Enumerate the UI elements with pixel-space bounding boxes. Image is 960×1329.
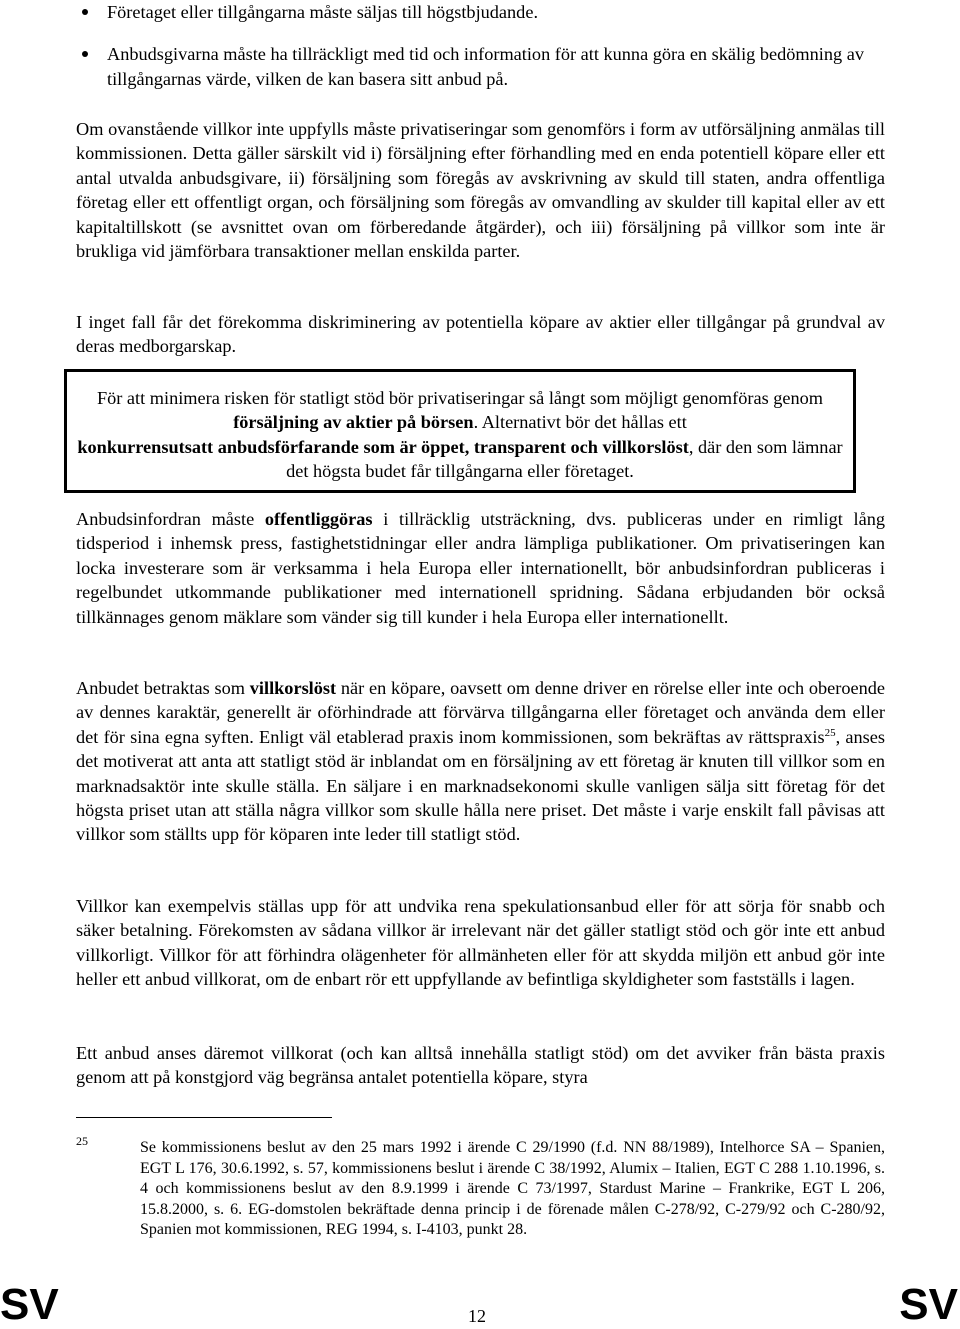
list-item [76,0,888,24]
paragraph-unconditional: Anbudet betraktas som villkorslöst när en köpare, oavsett om denne driver en rörelse eller inte och oberoende av dennes karaktär, generellt är oförhindrade att förvärva tillgångarna eller företaget och använda dem eller det för sina egna syften. Enligt väl etablerad praxis inom kommissionen, som bekräftas av rättspraxis$^{25}$, anses det motiverat att anta att statligt stöd är inblandat om en försäljning av ett företag är knuten till villkor som en marknadsaktör inte skulle ställa. En säljare i en marknadsekonomi skulle vanligen sälja sitt företag för det högsta priset utan att ställa några villkor som skulle hålla nere priset. Det måste i varje enskilt fall påvisas att villkor som ställts upp för köparen inte leder till statligt stöd. [76,678,885,845]
bullet-icon [82,9,88,15]
highlight-box [64,369,856,493]
bold-phrase: villkorslöst [249,678,337,698]
bullet-list [76,0,888,91]
bullet-text: Företaget eller tillgångarna måste säljas till högstbjudande. [107,2,539,22]
paragraph-discrimination: I inget fall får det förekomma diskriminering av potentiella köpare av aktier eller tillgångar på grundval av deras medborgarskap. [76,312,885,357]
paragraph-conditional: Ett anbud anses däremot villkorat (och kan alltså innehålla statligt stöd) om det avviker från bästa praxis genom att på konstgjord väg begränsa antalet potentiella köpare, styra [76,1043,885,1088]
language-code-right: SV [899,1280,958,1329]
bold-phrase: konkurrensutsatt anbudsförfarande som är öppet, transparent och villkorslöst [77,436,689,457]
highlight-box-text: För att minimera risken för statligt stöd bör privatiseringar så långt som möjligt genomföras genom försäljning av aktier på börsen. Alternativt bör det hållas ett konkurrensutsatt anbudsförfarande som är öppet, transparent och villkorslöst, där den som lämnar det högsta budet får tillgångarna eller företaget. [77,388,843,482]
language-code-left: SV [0,1280,59,1329]
page-number: 12 [468,1306,486,1326]
paragraph-conditions: Villkor kan exempelvis ställas upp för att undvika rena spekulationsanbud eller för att sörja för snabb och säker betalning. Förekomsten av sådana villkor är irrelevant när det gäller statligt stöd och gör inte ett anbud villkorligt. Villkor för att förhindra olägenheter för allmänheten eller för att skydda miljön ett anbud gör inte heller ett anbud villkorat, om de enbart rör ett uppfyllande av befintliga skyldigheter som fastställs i lagen. [76,896,885,990]
paragraph-notification: Om ovanstående villkor inte uppfylls måste privatiseringar som genomförs i form av utförsäljning anmälas till kommissionen. Detta gäller särskilt vid i) försäljning efter förhandling med en enda potentiell köpare eller ett antal utvalda anbudsgivare, ii) försäljning som föregås av avskrivning av skuld till staten, andra offentliga företag eller ett offentligt organ, och försäljning som föregås av omvandling av skulder till kapital eller av ett kapitaltillskott (se avsnittet ovan om förberedande åtgärder), och iii) försäljning på villkor som inte är brukliga vid jämförbara transaktioner mellan enskilda parter. [76,119,885,262]
list-item [76,42,888,91]
paragraph-publication: Anbudsinfordran måste offentliggöras i tillräcklig utsträckning, dvs. publiceras under en rimligt lång tidsperiod i inhemsk press, fastighetstidningar eller andra lämpliga publikationer. Om privatiseringen kan locka investerare som är verksamma i hela Europa eller internationellt, bör anbudsinfordran publiceras i regelbundet utkommande publikationer med internationell spridning. Sådana erbjudanden bör också tillkännages genom mäklare som vänder sig till kunder i hela Europa eller internationellt. [76,509,885,627]
footnote-text: Se kommissionens beslut av den 25 mars 1992 i ärende C 29/1990 (f.d. NN 88/1989), Intelhorce SA – Spanien, EGT L 176, 30.6.1992, s. 57, kommissionens beslut i ärende C 38/1992, Alumix – Italien, EGT C 288 1.10.1996, s. 4 och kommissionens beslut av den 8.9.1999 i ärende C 73/1997, Stardust Marine – Frankrike, EGT L 206, 15.8.2000, s. 6. EG-domstolen bekräftade denna princip i de förenade målen C-278/92, C-279/92 och C-280/92, Spanien mot kommissionen, REG 1994, s. I-4103, punkt 28. [140,1139,885,1239]
bullet-icon [82,51,88,57]
bullet-text: Anbudsgivarna måste ha tillräckligt med tid och information för att kunna göra en skälig bedömning av tillgångarnas värde, vilken de kan basera sitt anbud på. [107,44,864,89]
footnote-number: 25 [76,1134,88,1148]
footnote-ref[interactable]: 25 [824,726,836,739]
bold-phrase: offentliggöras [264,509,373,529]
footnote-divider [76,1117,332,1118]
bold-phrase: försäljning av aktier på börsen [233,412,474,433]
